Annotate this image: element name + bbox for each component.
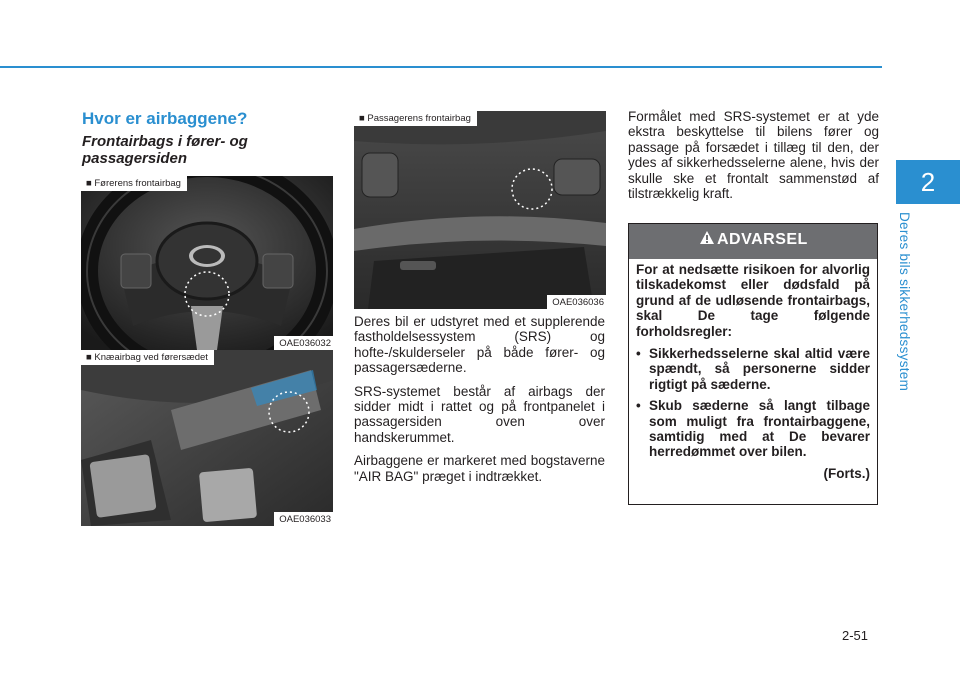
continued-note: (Forts.) (823, 465, 870, 481)
paragraph: Airbaggene er markeret med bogstaverne "AIR BAG" præget i indtrækket. (354, 453, 605, 484)
chapter-title (897, 212, 924, 392)
warning-header (629, 224, 877, 259)
section-heading: Hvor er airbaggene? (82, 109, 248, 128)
chapter-number-tab: 2 (896, 160, 960, 204)
paragraph: SRS-systemet består af airbags der sidder midt i rattet og på frontpanelet i passagersiden oven over handskerummet. (354, 383, 605, 445)
right-column-text (628, 109, 879, 209)
knee-airbag-label: ■ Knæairbag ved førersædet (81, 350, 214, 365)
driver-airbag-code: OAE036032 (274, 336, 333, 350)
middle-column-text (354, 314, 605, 492)
driver-airbag-figure (81, 176, 333, 350)
warning-triangle-icon (699, 230, 715, 245)
knee-airbag-figure (81, 350, 333, 526)
header-rule (0, 66, 882, 68)
dashboard-illustration (354, 111, 606, 309)
section-subheading: Frontairbags i fører- og passagersiden (82, 133, 248, 167)
warning-list (636, 346, 870, 460)
page-number: 2-51 (842, 628, 869, 643)
passenger-airbag-code: OAE036036 (547, 295, 606, 309)
list-item: • Sikkerhedsselerne skal altid være spændt, så personerne sidder rigtigt på sæderne. (636, 346, 870, 392)
list-item: • Skub sæderne så langt tilbage som muligt fra frontairbaggene, samtidig med at De bevarer herredømmet over bilen. (636, 398, 870, 460)
paragraph: Formålet med SRS-systemet er at yde ekstra beskyttelse til bilens fører og passage på forsædet i tillæg til den, der ydes af sikkerhedsselerne alene, hvis der skulle ske et frontalt sammenstød af tilstrækkelig kraft. (628, 109, 879, 202)
steering-wheel-illustration (81, 176, 333, 350)
chapter-title-text: Deres bils sikkerhedssystem (897, 212, 912, 392)
passenger-airbag-figure (354, 111, 606, 309)
driver-airbag-label: ■ Førerens frontairbag (81, 176, 187, 191)
paragraph: Deres bil er udstyret med et supplerende fastholdelsessystem (SRS) og hofte-/skulderseler på både fører- og passagersæderne. (354, 314, 605, 376)
knee-area-illustration (81, 350, 333, 526)
knee-airbag-code: OAE036033 (274, 512, 333, 526)
warning-intro: For at nedsætte risikoen for alvorlig tilskadekomst eller dødsfald på grund af de udløsende frontairbags, skal De tage følgende forholdsregler: (636, 262, 870, 339)
warning-box (628, 223, 878, 505)
warning-title: ADVARSEL (717, 231, 808, 248)
passenger-airbag-label: ■ Passagerens frontairbag (354, 111, 477, 126)
warning-body (636, 262, 870, 481)
